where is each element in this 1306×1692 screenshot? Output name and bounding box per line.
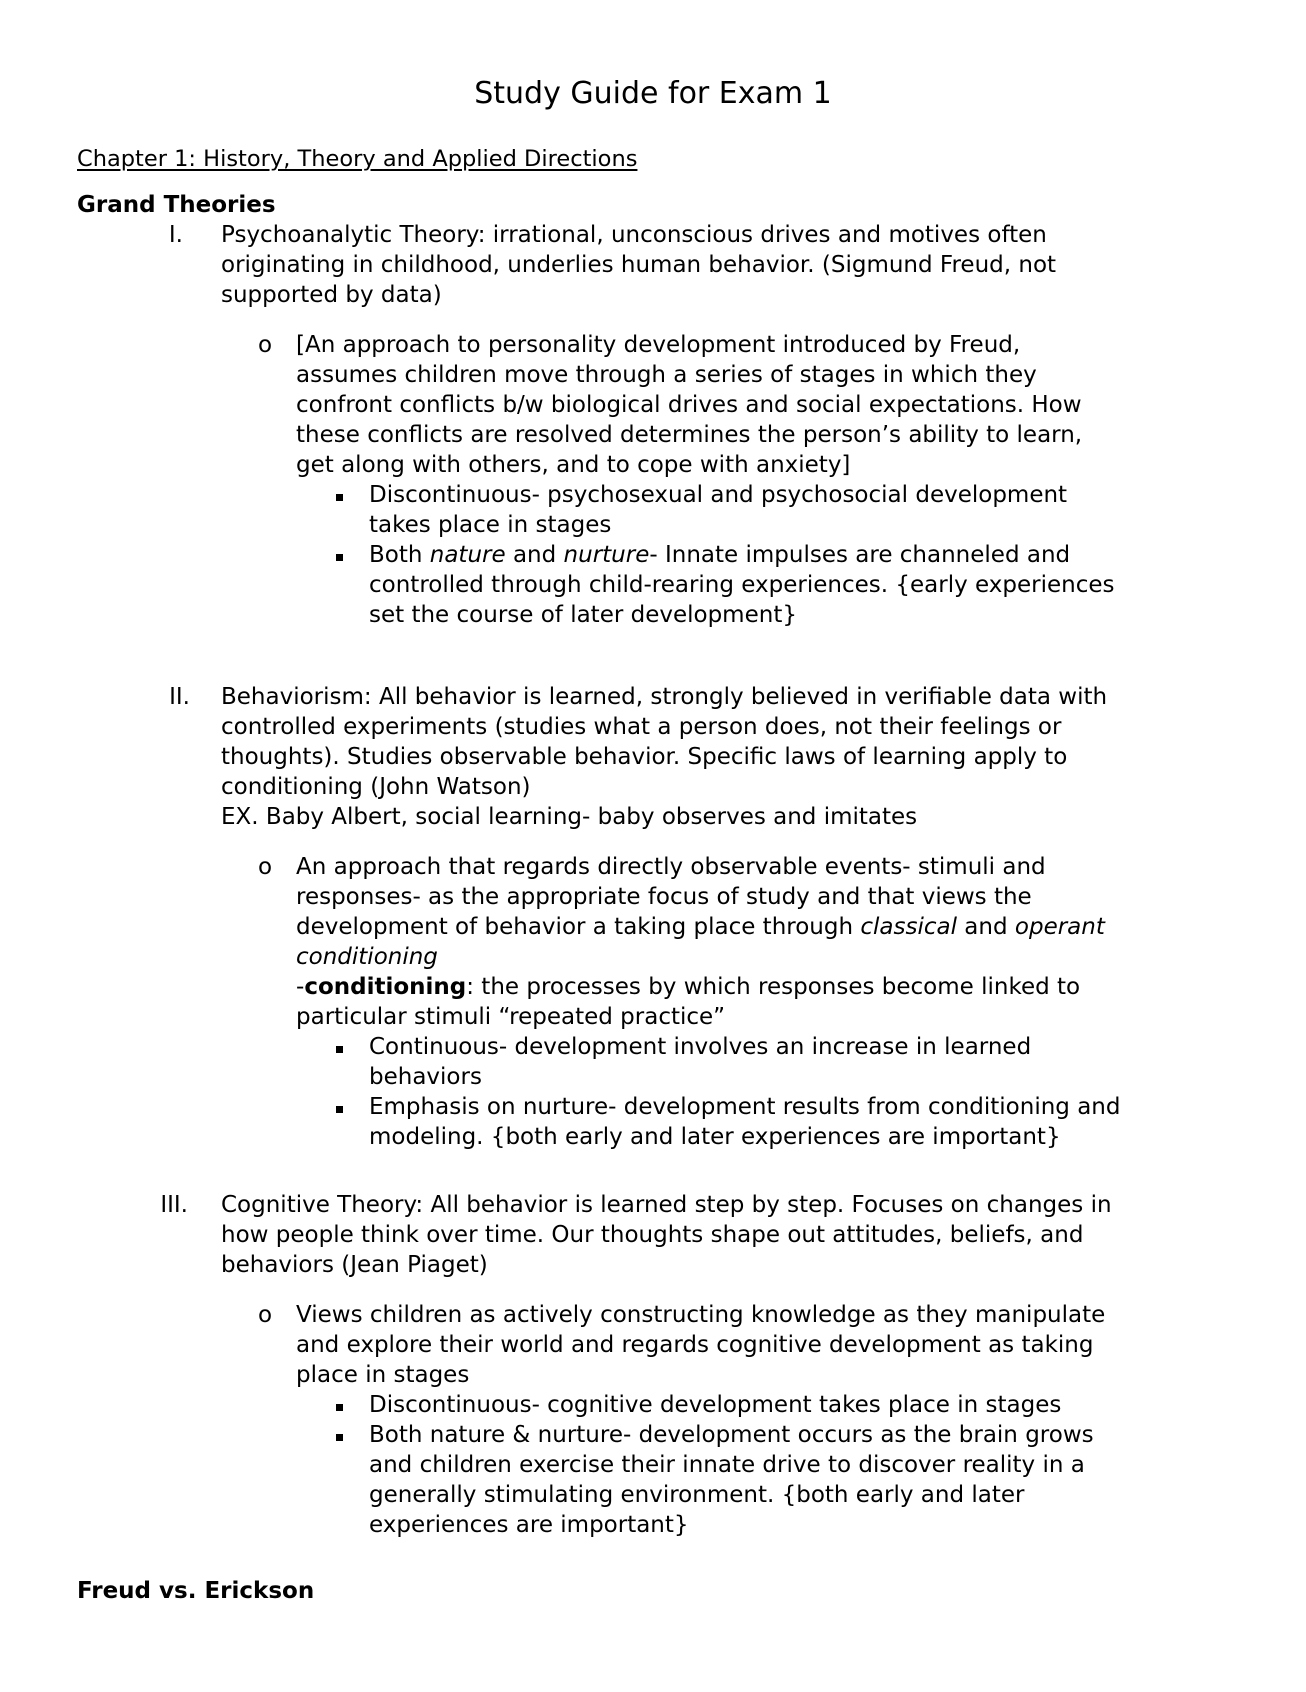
italic-term: nature [429, 542, 506, 568]
text-line: confront conflicts b/w biological drives and social expectations. How [296, 392, 1082, 418]
theory-2-description [221, 682, 1107, 832]
text-line: supported by data) [221, 282, 442, 308]
italic-term: classical [860, 914, 957, 940]
text-line: Both nature and nurture- Innate impulses are channeled and [369, 542, 1071, 568]
text-line: set the course of later development} [369, 602, 797, 628]
text-line: behaviors [369, 1064, 482, 1090]
chapter-heading: Chapter 1: History, Theory and Applied Directions [77, 146, 638, 172]
document-title: Study Guide for Exam 1 [474, 76, 832, 111]
theory-2-subpoint [296, 852, 1105, 1032]
theory-3-subpoint [296, 1300, 1105, 1390]
text-line: controlled through child-rearing experiences. {early experiences [369, 572, 1115, 598]
text-line: generally stimulating environment. {both early and later [369, 1482, 1025, 1508]
italic-term: operant [1014, 914, 1105, 940]
text-line [296, 942, 1105, 972]
theory-numeral-2: II. [169, 684, 190, 710]
text-line: experiences are important} [369, 1512, 689, 1538]
text-line: [An approach to personality development introduced by Freud, [296, 332, 1021, 358]
text-line: An approach that regards directly observable events- stimuli and [296, 854, 1046, 880]
theory-3-description [221, 1190, 1112, 1280]
text-line: place in stages [296, 1362, 470, 1388]
theory-numeral-1: I. [168, 222, 183, 248]
text-line: responses- as the appropriate focus of study and that views the [296, 884, 1032, 910]
theory-1-point-2 [369, 540, 1114, 630]
square-bullet-icon [336, 494, 343, 501]
sub-bullet-marker: o [258, 1302, 273, 1328]
text-line: EX. Baby Albert, social learning- baby observes and imitates [221, 804, 918, 830]
italic-term: nurture [563, 542, 650, 568]
square-bullet-icon [336, 1404, 343, 1411]
text-line: thoughts). Studies observable behavior. Specific laws of learning apply to [221, 744, 1068, 770]
text-line: -conditioning: the processes by which responses become linked to [296, 974, 1081, 1000]
text-line: development of behavior a taking place through classical and operant [296, 914, 1105, 940]
text-line: Both nature & nurture- development occurs as the brain grows [369, 1422, 1094, 1448]
theory-2-point-1 [369, 1032, 1031, 1092]
text-line: takes place in stages [369, 512, 612, 538]
sub-bullet-marker: o [258, 332, 273, 358]
text-line: controlled experiments (studies what a person does, not their feelings or [221, 714, 1062, 740]
text-line: Cognitive Theory: All behavior is learned step by step. Focuses on changes in [221, 1192, 1112, 1218]
square-bullet-icon [336, 1046, 343, 1053]
text-line: Continuous- development involves an increase in learned [369, 1034, 1032, 1060]
theory-numeral-3: III. [160, 1192, 188, 1218]
text-line: get along with others, and to cope with anxiety] [296, 452, 851, 478]
bold-term: conditioning [304, 974, 467, 1000]
text-line: and explore their world and regards cognitive development as taking [296, 1332, 1094, 1358]
text-line: Discontinuous- cognitive development takes place in stages [369, 1392, 1062, 1418]
text-line: how people think over time. Our thoughts shape out attitudes, beliefs, and [221, 1222, 1084, 1248]
text-line: assumes children move through a series of stages in which they [296, 362, 1037, 388]
theory-1-subpoint [296, 330, 1082, 480]
text-line: modeling. {both early and later experiences are important} [369, 1124, 1061, 1150]
text-line: behaviors (Jean Piaget) [221, 1252, 488, 1278]
text-line: Psychoanalytic Theory: irrational, unconscious drives and motives often [221, 222, 1047, 248]
theory-1-point-1 [369, 480, 1067, 540]
sub-bullet-marker: o [258, 854, 273, 880]
text-line: Discontinuous- psychosexual and psychosocial development [369, 482, 1068, 508]
text-line: conditioning (John Watson) [221, 774, 531, 800]
theory-1-description [221, 220, 1056, 310]
theory-3-point-2 [369, 1420, 1094, 1540]
theory-3-point-1 [369, 1390, 1061, 1420]
square-bullet-icon [336, 1106, 343, 1113]
theory-2-point-2 [369, 1092, 1120, 1152]
section-heading-freud-vs-erickson: Freud vs. Erickson [77, 1578, 315, 1604]
text-line: Emphasis on nurture- development results from conditioning and [369, 1094, 1121, 1120]
square-bullet-icon [336, 1434, 343, 1441]
text-line: Views children as actively constructing knowledge as they manipulate [296, 1302, 1106, 1328]
italic-term: conditioning [296, 944, 438, 970]
text-line: originating in childhood, underlies human behavior. (Sigmund Freud, not [221, 252, 1057, 278]
text-line: Behaviorism: All behavior is learned, strongly believed in verifiable data with [221, 684, 1108, 710]
section-heading-grand-theories: Grand Theories [77, 192, 276, 218]
text-line: particular stimuli “repeated practice” [296, 1004, 726, 1030]
text-line: these conflicts are resolved determines the person’s ability to learn, [296, 422, 1083, 448]
text-line: and children exercise their innate drive to discover reality in a [369, 1452, 1085, 1478]
square-bullet-icon [336, 554, 343, 561]
